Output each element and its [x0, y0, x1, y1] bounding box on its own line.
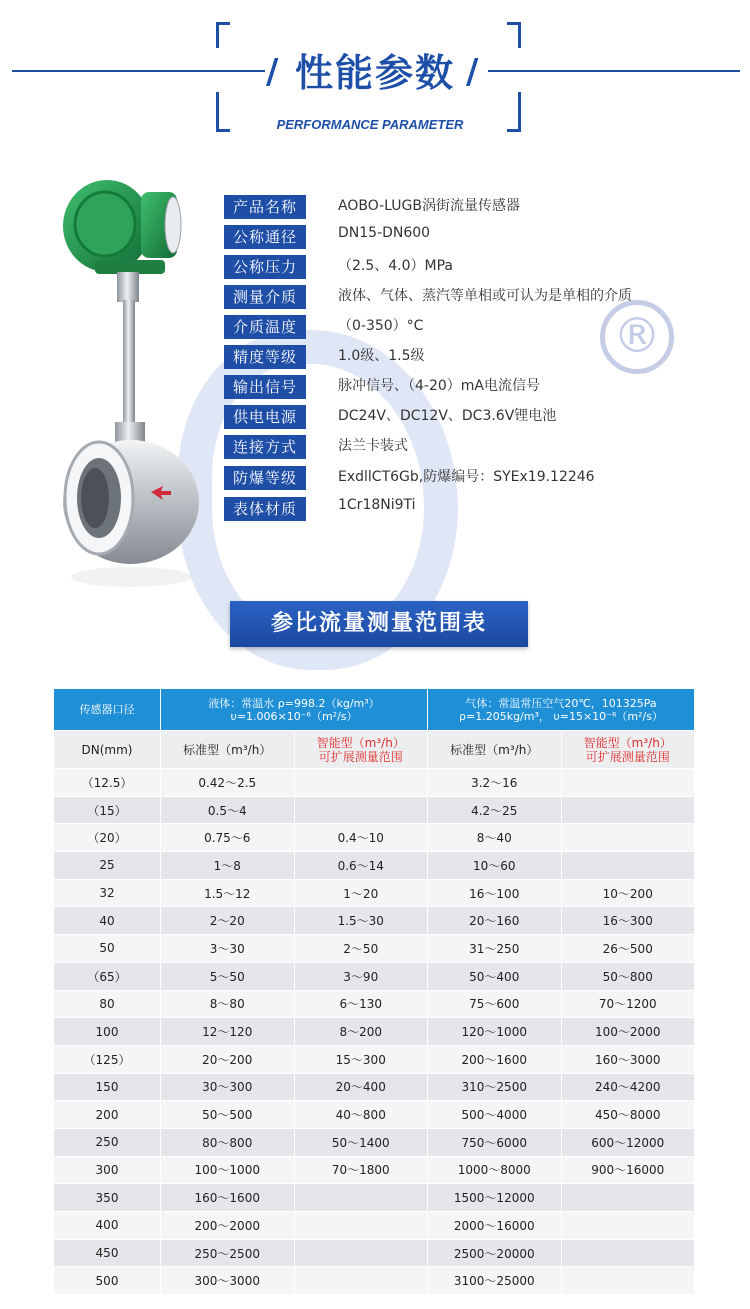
liquid-std-cell: 160～1600	[161, 1184, 295, 1212]
liquid-smart-cell: 0.4～10	[294, 824, 428, 852]
spec-label: 表体材质	[224, 497, 306, 521]
spec-row	[224, 497, 724, 521]
table-header-row	[54, 689, 695, 731]
gas-std-cell: 120～1000	[428, 1018, 562, 1046]
table-row	[54, 1045, 695, 1073]
product-image	[55, 172, 205, 592]
gas-smart-cell: 450～8000	[561, 1101, 695, 1129]
liquid-smart-cell: 40～800	[294, 1101, 428, 1129]
table-row	[54, 1184, 695, 1212]
gas-std-cell: 75～600	[428, 990, 562, 1018]
liquid-smart-cell: 3～90	[294, 962, 428, 990]
liquid-std-cell: 8～80	[161, 990, 295, 1018]
table-row	[54, 852, 695, 880]
spec-label: 测量介质	[224, 285, 306, 309]
table-row	[54, 962, 695, 990]
liquid-smart-cell: 50～1400	[294, 1128, 428, 1156]
spec-label: 介质温度	[224, 315, 306, 339]
spec-label: 防爆等级	[224, 466, 306, 490]
header-bracket	[507, 22, 521, 48]
table-row	[54, 1267, 695, 1295]
table-row	[54, 796, 695, 824]
table-row	[54, 769, 695, 797]
dn-cell: 150	[54, 1073, 161, 1101]
spec-row	[224, 285, 724, 309]
table-row	[54, 1073, 695, 1101]
dn-cell: 300	[54, 1156, 161, 1184]
table-banner: 参比流量测量范围表	[230, 601, 528, 647]
spec-value: （0-350）°C	[338, 318, 424, 334]
table-row	[54, 990, 695, 1018]
gas-std-cell: 750～6000	[428, 1128, 562, 1156]
liquid-std-cell: 300～3000	[161, 1267, 295, 1295]
liquid-smart-cell	[294, 769, 428, 797]
gas-smart-cell: 26～500	[561, 935, 695, 963]
page-subtitle: PERFORMANCE PARAMETER	[276, 117, 464, 132]
spec-label: 产品名称	[224, 195, 306, 219]
spec-value: ExdllCT6Gb,防爆编号：SYEx19.12246	[338, 469, 595, 485]
header-slash-left: /	[266, 52, 279, 92]
gas-smart-cell	[561, 1212, 695, 1240]
gas-smart-cell	[561, 796, 695, 824]
gas-smart-cell	[561, 769, 695, 797]
dn-cell: 500	[54, 1267, 161, 1295]
liquid-std-cell: 0.75～6	[161, 824, 295, 852]
header-gas-line1: 气体：常温常压空气20℃，101325Pa	[465, 696, 657, 710]
dn-cell: 200	[54, 1101, 161, 1129]
spec-row	[224, 375, 724, 399]
liquid-std-cell: 5～50	[161, 962, 295, 990]
dn-cell: 250	[54, 1128, 161, 1156]
liquid-std-cell: 50～500	[161, 1101, 295, 1129]
spec-value: （2.5、4.0）MPa	[338, 258, 454, 274]
spec-row	[224, 195, 724, 219]
liquid-smart-cell: 1.5～30	[294, 907, 428, 935]
section-header	[0, 0, 750, 150]
liquid-std-cell: 100～1000	[161, 1156, 295, 1184]
subheader-gas-smart-line2: 可扩展测量范围	[585, 749, 670, 764]
liquid-smart-cell: 15～300	[294, 1045, 428, 1073]
gas-std-cell: 4.2～25	[428, 796, 562, 824]
spec-value: 1.0级、1.5级	[338, 348, 425, 364]
gas-std-cell: 8～40	[428, 824, 562, 852]
table-row	[54, 935, 695, 963]
gas-smart-cell	[561, 1239, 695, 1267]
liquid-std-cell: 30～300	[161, 1073, 295, 1101]
spec-label: 公称通径	[224, 225, 306, 249]
dn-cell: 25	[54, 852, 161, 880]
gas-smart-cell: 240～4200	[561, 1073, 695, 1101]
gas-smart-cell	[561, 1184, 695, 1212]
liquid-smart-cell	[294, 796, 428, 824]
spec-value: 脉冲信号、（4-20）mA电流信号	[338, 378, 540, 394]
gas-smart-cell: 50～800	[561, 962, 695, 990]
dn-cell: 350	[54, 1184, 161, 1212]
liquid-std-cell: 250～2500	[161, 1239, 295, 1267]
gas-std-cell: 20～160	[428, 907, 562, 935]
gas-smart-cell: 160～3000	[561, 1045, 695, 1073]
gas-smart-cell	[561, 824, 695, 852]
dn-cell: 400	[54, 1212, 161, 1240]
spec-label: 供电电源	[224, 405, 306, 429]
liquid-smart-cell: 6～130	[294, 990, 428, 1018]
dn-cell: （65）	[54, 962, 161, 990]
spec-label: 输出信号	[224, 375, 306, 399]
table-row	[54, 824, 695, 852]
gas-std-cell: 2000～16000	[428, 1212, 562, 1240]
dn-cell: （125）	[54, 1045, 161, 1073]
table-row	[54, 1018, 695, 1046]
gas-std-cell: 310～2500	[428, 1073, 562, 1101]
gas-smart-cell	[561, 1267, 695, 1295]
table-row	[54, 879, 695, 907]
header-cell-liquid	[161, 689, 428, 731]
table-row	[54, 1212, 695, 1240]
liquid-std-cell: 200～2000	[161, 1212, 295, 1240]
liquid-std-cell: 80～800	[161, 1128, 295, 1156]
dn-cell: 100	[54, 1018, 161, 1046]
liquid-smart-cell: 20～400	[294, 1073, 428, 1101]
header-cell-gas	[428, 689, 695, 731]
subheader-liquid-smart-line1: 智能型（m³/h）	[316, 735, 405, 750]
liquid-std-cell: 12～120	[161, 1018, 295, 1046]
subheader-liquid-smart	[294, 731, 428, 769]
gas-std-cell: 500～4000	[428, 1101, 562, 1129]
table-row	[54, 1239, 695, 1267]
gas-smart-cell: 16～300	[561, 907, 695, 935]
liquid-smart-cell: 0.6～14	[294, 852, 428, 880]
gas-std-cell: 31～250	[428, 935, 562, 963]
liquid-std-cell: 20～200	[161, 1045, 295, 1073]
spec-row	[224, 466, 724, 490]
subheader-gas-smart-line1: 智能型（m³/h）	[583, 735, 672, 750]
gas-std-cell: 3100～25000	[428, 1267, 562, 1295]
spec-label: 公称压力	[224, 255, 306, 279]
gas-std-cell: 1500～12000	[428, 1184, 562, 1212]
spec-value: 液体、气体、蒸汽等单相或可认为是单相的介质	[338, 288, 632, 304]
gas-std-cell: 200～1600	[428, 1045, 562, 1073]
subheader-dn: DN(mm)	[54, 731, 161, 769]
liquid-smart-cell	[294, 1212, 428, 1240]
header-bracket	[507, 92, 521, 132]
liquid-std-cell: 1.5～12	[161, 879, 295, 907]
liquid-smart-cell: 70～1800	[294, 1156, 428, 1184]
liquid-smart-cell	[294, 1239, 428, 1267]
subheader-gas-smart	[561, 731, 695, 769]
liquid-smart-cell	[294, 1267, 428, 1295]
gas-smart-cell: 900～16000	[561, 1156, 695, 1184]
liquid-smart-cell: 1～20	[294, 879, 428, 907]
header-liquid-line2: υ=1.006×10⁻⁶（m²/s）	[230, 709, 358, 723]
dn-cell: 32	[54, 879, 161, 907]
dn-cell: （15）	[54, 796, 161, 824]
table-row	[54, 1156, 695, 1184]
spec-row	[224, 255, 724, 279]
spec-value: 1Cr18Ni9Ti	[338, 497, 416, 513]
table-row	[54, 1101, 695, 1129]
gas-smart-cell: 600～12000	[561, 1128, 695, 1156]
gas-smart-cell	[561, 852, 695, 880]
subheader-liquid-smart-line2: 可扩展测量范围	[318, 749, 403, 764]
header-bracket	[216, 92, 230, 132]
subheader-gas-std: 标准型（m³/h）	[428, 731, 562, 769]
liquid-std-cell: 3～30	[161, 935, 295, 963]
subheader-liquid-std: 标准型（m³/h）	[161, 731, 295, 769]
gas-smart-cell: 10～200	[561, 879, 695, 907]
spec-row	[224, 435, 724, 459]
header-line-left	[12, 70, 265, 72]
spec-row	[224, 405, 724, 429]
gas-std-cell: 16～100	[428, 879, 562, 907]
spec-row	[224, 315, 724, 339]
spec-label: 连接方式	[224, 435, 306, 459]
table-row	[54, 1128, 695, 1156]
header-bracket	[216, 22, 230, 48]
gas-smart-cell: 100～2000	[561, 1018, 695, 1046]
table-subheader-row	[54, 731, 695, 769]
spec-value: AOBO-LUGB涡街流量传感器	[338, 198, 520, 214]
liquid-smart-cell: 2～50	[294, 935, 428, 963]
header-liquid-line1: 液体：常温水 ρ=998.2（kg/m³）	[208, 696, 380, 710]
gas-std-cell: 2500～20000	[428, 1239, 562, 1267]
liquid-std-cell: 0.5～4	[161, 796, 295, 824]
table-body	[54, 769, 695, 1295]
spec-value: DC24V、DC12V、DC3.6V锂电池	[338, 408, 557, 424]
header-line-right	[488, 70, 740, 72]
page-title: 性能参数	[294, 51, 455, 95]
flow-range-table	[53, 688, 695, 1295]
spec-row	[224, 225, 724, 249]
liquid-std-cell: 1～8	[161, 852, 295, 880]
registered-mark: ®	[600, 300, 674, 374]
dn-cell: （12.5）	[54, 769, 161, 797]
gas-smart-cell: 70～1200	[561, 990, 695, 1018]
dn-cell: 80	[54, 990, 161, 1018]
spec-value: DN15-DN600	[338, 225, 431, 241]
dn-cell: （20）	[54, 824, 161, 852]
header-slash-right: /	[466, 52, 479, 92]
header-gas-line2: ρ=1.205kg/m³， υ=15×10⁻⁶（m²/s）	[459, 709, 663, 723]
liquid-smart-cell: 8～200	[294, 1018, 428, 1046]
gas-std-cell: 3.2～16	[428, 769, 562, 797]
spec-label: 精度等级	[224, 345, 306, 369]
header-cell-size: 传感器口径	[54, 689, 161, 731]
liquid-std-cell: 2～20	[161, 907, 295, 935]
gas-std-cell: 10～60	[428, 852, 562, 880]
dn-cell: 40	[54, 907, 161, 935]
table-row	[54, 907, 695, 935]
dn-cell: 450	[54, 1239, 161, 1267]
liquid-std-cell: 0.42～2.5	[161, 769, 295, 797]
dn-cell: 50	[54, 935, 161, 963]
spec-value: 法兰卡装式	[338, 438, 408, 454]
gas-std-cell: 1000～8000	[428, 1156, 562, 1184]
gas-std-cell: 50～400	[428, 962, 562, 990]
spec-row	[224, 345, 724, 369]
liquid-smart-cell	[294, 1184, 428, 1212]
